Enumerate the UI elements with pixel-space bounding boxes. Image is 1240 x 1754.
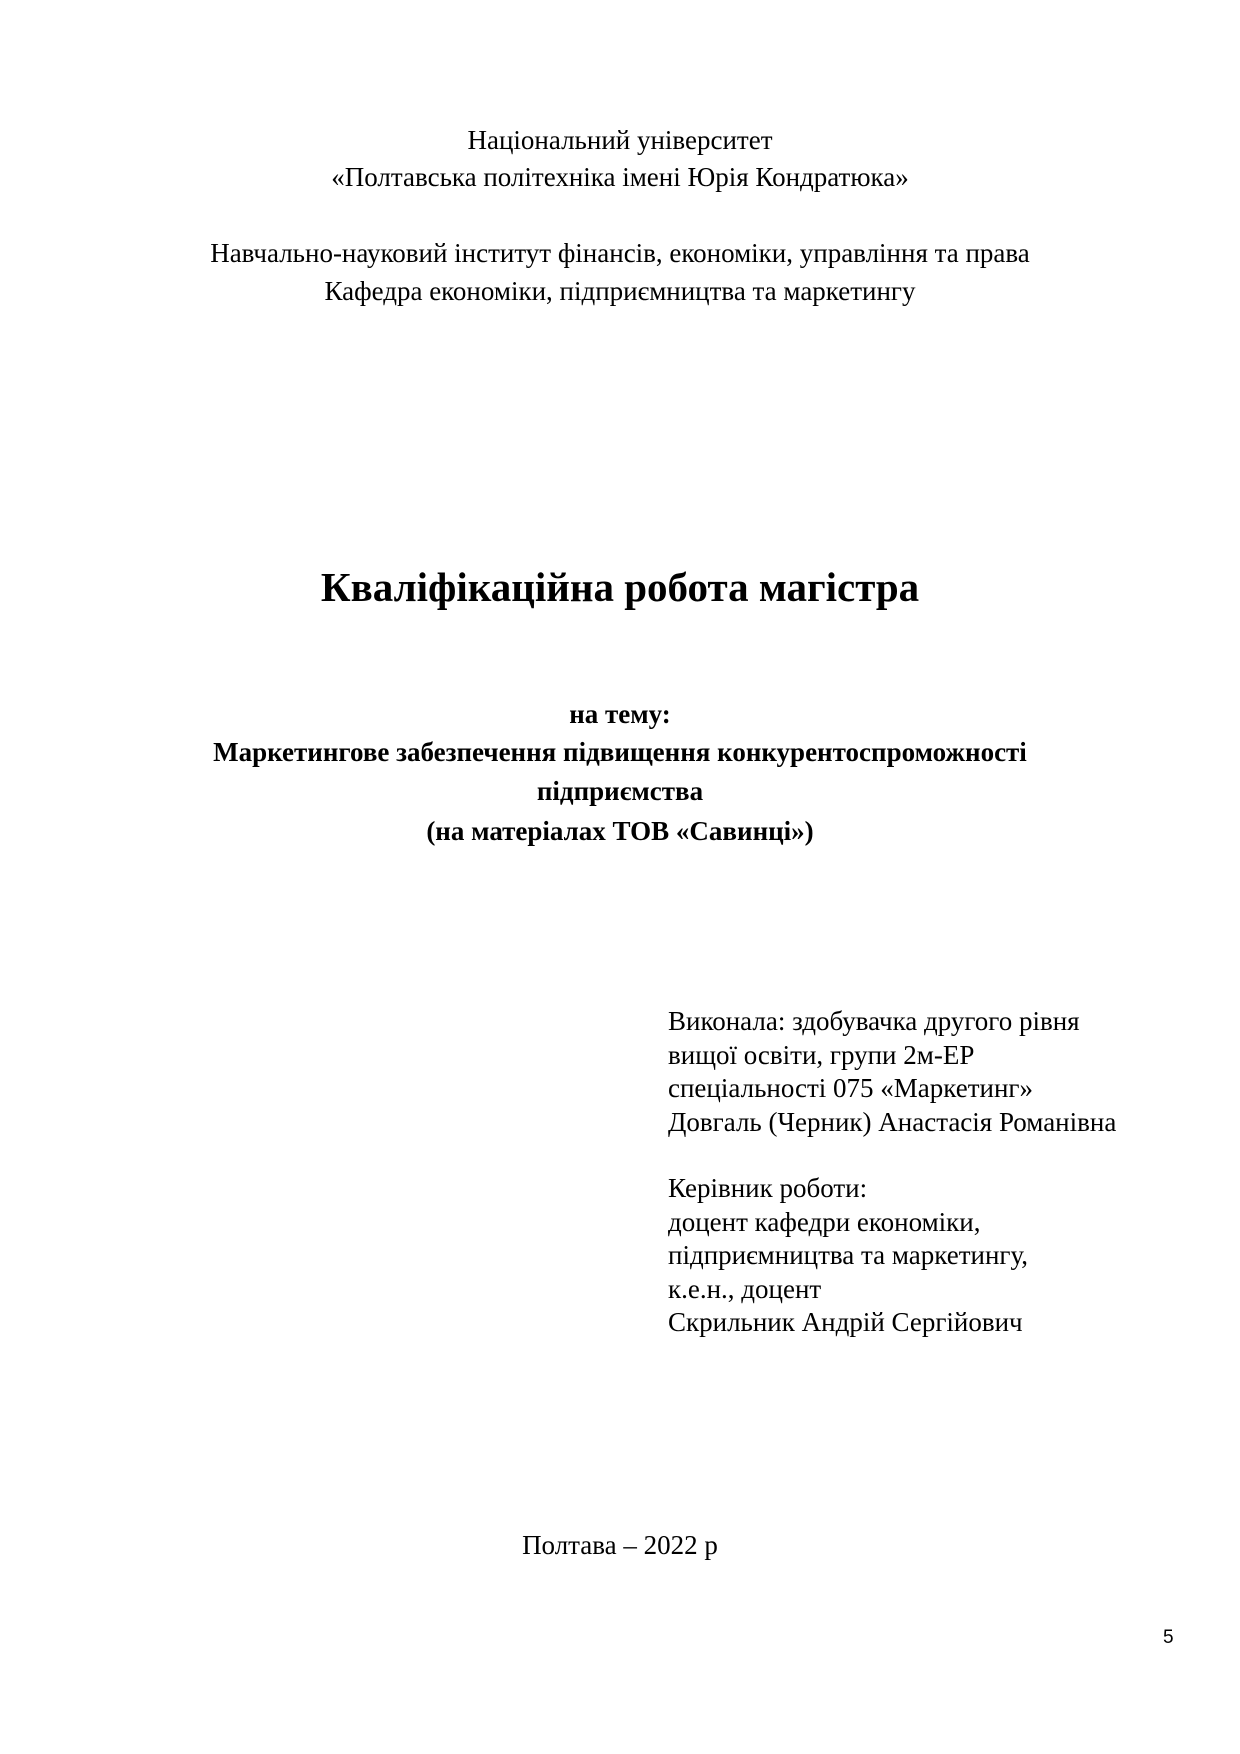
university-name-line2: «Полтавська політехніка імені Юрія Кондратюка» [331,162,909,192]
supervisor-name: Скрильник Андрій Сергійович [668,1307,1023,1337]
supervisor-label: Керівник роботи: [668,1173,868,1203]
topic-label: на тему: [569,699,671,729]
author-line: Виконала: здобувачка другого рівня [668,1006,1080,1036]
institute-name: Навчально-науковий інститут фінансів, економіки, управління та права [210,238,1030,268]
page-number: 5 [1163,1627,1174,1648]
topic-line: підприємства [536,776,704,806]
author-name: Довгаль (Черник) Анастасія Романівна [668,1106,1117,1137]
city-year: Полтава – 2022 р [522,1530,718,1560]
supervisor-line: підприємництва та маркетингу, [668,1240,1029,1270]
author-line: вищої освіти, групи 2м-ЕР [668,1039,975,1070]
supervisor-degree: к.е.н., доцент [668,1273,822,1304]
department-name: Кафедра економіки, підприємництва та маркетингу [324,276,916,306]
document-title: Кваліфікаційна робота магістра [320,564,920,610]
topic-line: (на матеріалах ТОВ «Савинці») [426,816,814,846]
topic-line: Маркетингове забезпечення підвищення конкурентоспроможності [213,737,1027,767]
supervisor-line: доцент кафедри економіки, [668,1206,981,1237]
supervisor-block [668,1172,1028,1340]
university-name-line1: Національний університет [467,125,773,155]
author-line: спеціальності 075 «Маркетинг» [668,1073,1033,1103]
author-block [668,1005,1116,1139]
